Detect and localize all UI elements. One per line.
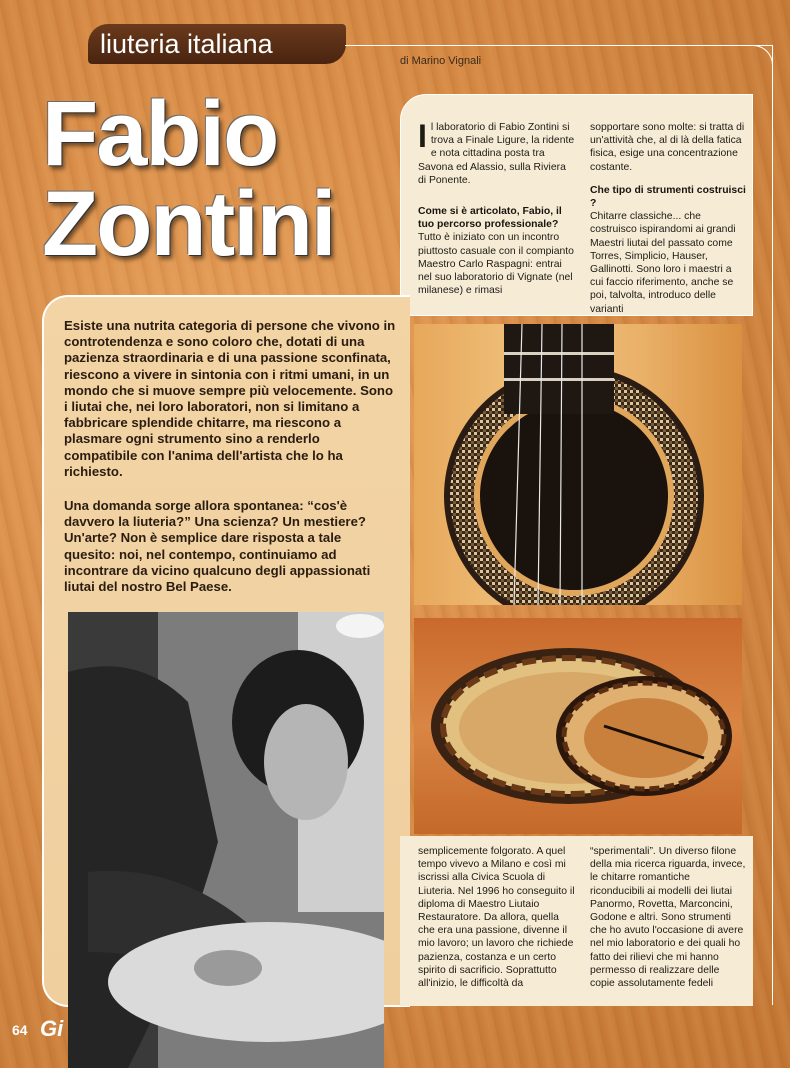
interview-answer: Chitarre classiche... che costruisco ispirandomi ai grandi Maestri liutai del passato come Torres, Simplicio, Hauser, Gallinotti. Sono loro i maestri a cui faccio riferimento, anche se poi, talvolta, introduco delle varianti [590, 211, 736, 315]
interview-answer: Tutto è iniziato con un incontro piuttosto casuale con il compianto Maestro Carlo Raspagni: entrai nel suo laboratorio di Vignate (nel milanese) e rimasi [418, 232, 574, 297]
intro-paragraph: Una domanda sorge allora spontanea: “cos'è davvero la liuteria?” Una scienza? Un mestiere? Un'arte? Non è semplice dare risposta a tale quesito: noi, nel contempo, continuiamo ad incontrare da vicino qualcuno degli appassionati liutai del nostro Bel Paese. [64, 498, 371, 595]
section-tag: liuteria italiana [88, 24, 346, 64]
rosette-inlay-photo [414, 618, 742, 834]
page-number: 64 [12, 1022, 28, 1038]
paragraph: sopportare sono molte: si tratta di un'attività che, al di là della fatica fisica, esige una concentrazione costante. [590, 122, 745, 173]
article-column-1 [418, 118, 575, 307]
guitar-soundhole-photo [414, 324, 742, 605]
interview-question: Come si è articolato, Fabio, il tuo percorso professionale? [418, 206, 562, 231]
luthier-at-work-photo [68, 612, 384, 1068]
paragraph: l laboratorio di Fabio Zontini si trova a Finale Ligure, la ridente e nota cittadina posta tra Savona ed Alassio, sulla Riviera di Ponente. [418, 122, 575, 186]
article-column-3 [418, 845, 575, 1000]
article-column-4 [590, 845, 746, 1000]
title-first-name: Fabio [42, 83, 278, 185]
intro-text [64, 318, 396, 613]
author-byline: di Marino Vignali [400, 55, 482, 67]
frame-line [772, 45, 773, 1005]
paragraph: semplicemente folgorato. A quel tempo vivevo a Milano e così mi iscrissi alla Civica Scuola di Liuteria. Nel 1996 ho conseguito il diploma di Maestro Liutaio Restauratore. Da allora, quella che era una passione, divenne il mio lavoro; un lavoro che richiede pazienza, costanza e un certo spirito di sacrificio. Soprattutto all'inizio, le difficoltà da [418, 846, 575, 990]
frame-line [345, 45, 773, 46]
interview-question: Che tipo di strumenti costruisci ? [590, 184, 746, 210]
paragraph: “sperimentali”. Un diverso filone della mia ricerca riguarda, invece, le chitarre romantiche riconducibili ai modelli dei liutai Panormo, Rovetta, Marconcini, Godone e altri. Sono strumenti che ho avuto l'occasione di avere nel mio laboratorio e dei quali ho fatto dei rilievi che mi hanno permesso di realizzare delle copie assolutamente fedeli [590, 846, 746, 990]
title-last-name: Zontini [42, 173, 335, 275]
article-column-2 [590, 121, 746, 326]
drop-cap: I [418, 118, 427, 154]
intro-paragraph: Esiste una nutrita categoria di persone che vivono in controtendenza e sono coloro che, dotati di una pazienza straordinaria e di una passione sconfinata, riescono a vivere in sintonia con i ritmi umani, in un mondo che si muove sempre più velocemente. Sono i liutai che, nei loro laboratori, non si limitano a fabbricare splendide chitarre, ma riescono a plasmare ogni strumento sino a renderlo compatibile con l'anima dell'artista che lo ha richiesto. [64, 318, 396, 479]
magazine-logo: Gi [40, 1016, 64, 1041]
frame-corner [748, 45, 773, 70]
